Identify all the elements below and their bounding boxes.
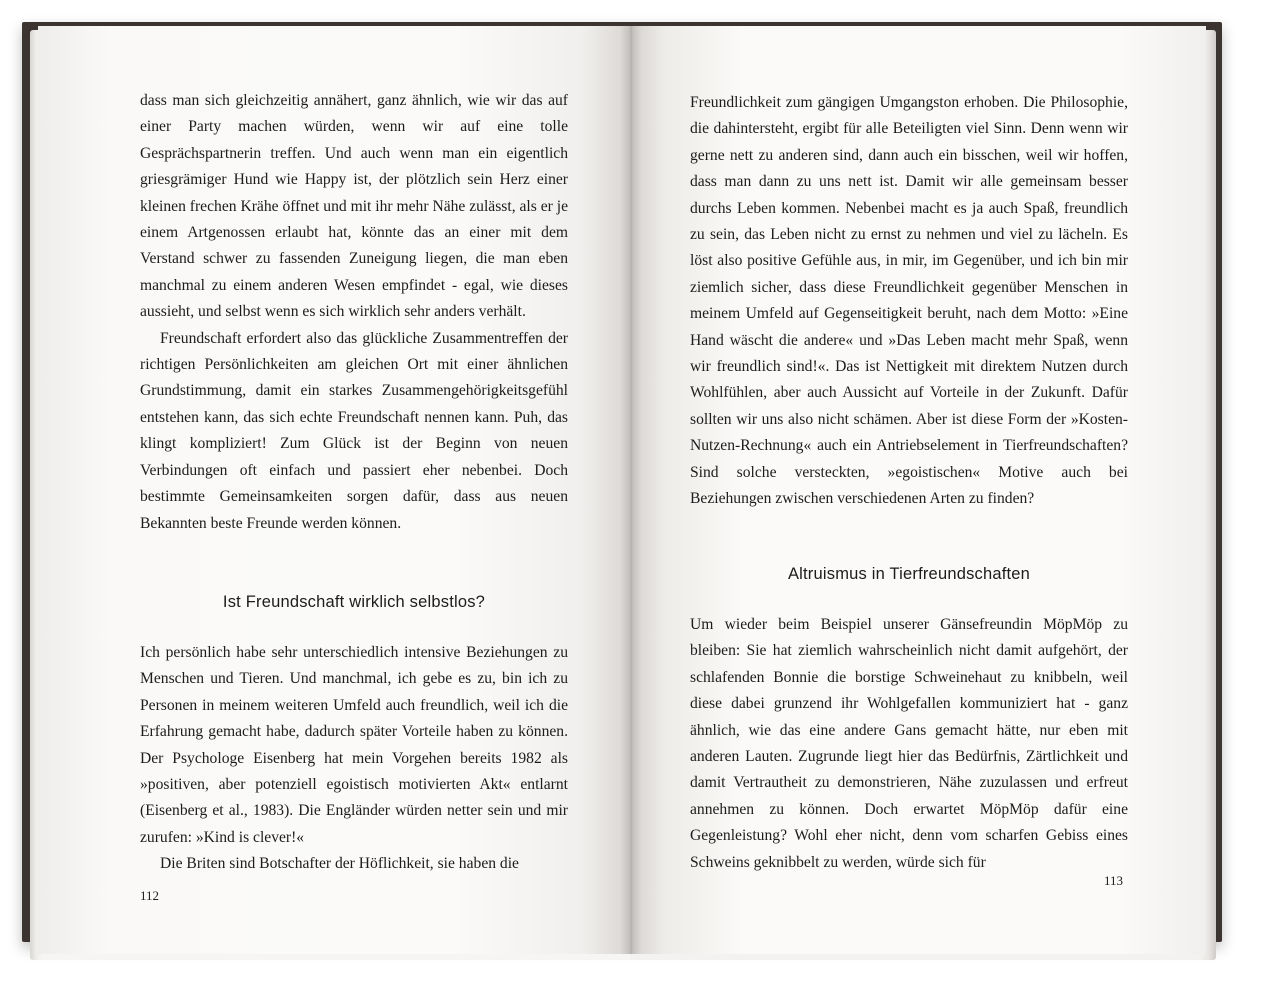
right-paragraph-1: Freundlichkeit zum gängigen Umgangston erhoben. Die Philosophie, die dahintersteht, ergibt für alle Beteiligten viel Sinn. Denn wenn wir gerne nett zu anderen sind, dann auch ein bisschen, weil wir hoffen, dass man dann zu uns nett ist. Damit wir alle gemeinsam besser durchs Leben kommen. Nebenbei macht es ja auch Spaß, freundlich zu sein, das Leben nicht zu ernst zu nehmen und viel zu lächeln. Es löst also positive Gefühle aus, in mir, im Gegenüber, und ich bin mir ziemlich sicher, dass diese Freundlichkeit gegenüber Menschen in meinem Umfeld auf Gegenseitigkeit beruht, nach dem Motto: »Eine Hand wäscht die andere« und »Das Leben macht mehr Spaß, wenn wir freundlich sind!«. Das ist Nettigkeit mit direktem Nutzen durch Wohlfühlen, aber auch Aussicht auf Vorteile in der Zukunft. Dafür sollten wir uns also nicht schämen. Aber ist diese Form der »Kosten-Nutzen-Rechnung« auch ein Antriebselement in Tierfreundschaften? Sind solche versteckten, »egoistischen« Motive auch bei Beziehungen zwischen verschiedenen Arten zu finden?: [690, 94, 1128, 508]
left-section-heading: Ist Freundschaft wirklich selbstlos?: [222, 593, 486, 611]
left-page-body-top: [140, 88, 568, 537]
left-paragraph-4: Die Briten sind Botschafter der Höflichkeit, sie haben die: [160, 855, 519, 873]
book-gutter: [620, 26, 642, 954]
right-page-body-bottom: [690, 612, 1128, 876]
left-page-body-bottom: [140, 640, 568, 878]
left-paragraph-2: Freundschaft erfordert also das glückliche Zusammentreffen der richtigen Persönlichkeiten am gleichen Ort mit einer ähnlichen Grundstimmung, damit ein starkes Zusammengehörigkeitsgefühl entstehen kann, das sich echte Freundschaft nennen kann. Puh, das klingt kompliziert! Zum Glück ist der Beginn von neuen Verbindungen oft einfach und passiert eher nebenbei. Doch bestimmte Gemeinsamkeiten sorgen dafür, dass aus neuen Bekannten beste Freunde werden können.: [140, 329, 568, 532]
right-page-body-top: [690, 90, 1128, 513]
left-paragraph-3: Ich persönlich habe sehr unterschiedlich intensive Beziehungen zu Menschen und Tieren. Und manchmal, ich gebe es zu, bin ich zu Personen in meinem weiteren Umfeld auch freundlich, weil ich die Erfahrung gemacht habe, dadurch später Vorteile haben zu können. Der Psychologe Eisenberg hat mein Vorgehen bereits 1982 als »positiven, aber potenziell egoistisch motivierten Akt« entlarnt (Eisenberg et al., 1983). Die Engländer würden netter sein und mir zurufen: »Kind is clever!«: [140, 644, 568, 846]
right-page-number: 113: [1104, 873, 1124, 888]
right-section-heading: Altruismus in Tierfreundschaften: [787, 565, 1031, 583]
left-paragraph-1: dass man sich gleichzeitig annähert, ganz ähnlich, wie wir das auf einer Party machen würden, wenn wir auf eine tolle Gesprächspartnerin treffen. Und auch wenn man ein eigentlich griesgrämiger Hund wie Happy ist, der plötzlich sein Herz einer kleinen frechen Krähe öffnet und mit ihr mehr Nähe zulässt, als er je einem Artgenossen erlaubt hat, könnte das an einer mit dem Verstand schwer zu fassenden Zuneigung liegen, die man eben manchmal zu einem anderen Wesen empfindet - egal, wie dieses aussieht, und selbst wenn es sich wirklich sehr anders verhält.: [140, 92, 568, 321]
left-page-number: 112: [140, 888, 160, 903]
right-paragraph-2: Um wieder beim Beispiel unserer Gänsefreundin MöpMöp zu bleiben: Sie hat ziemlich wahrscheinlich nicht damit aufgehört, der schlafenden Bonnie die borstige Schweinehaut zu knibbeln, weil diese dabei grunzend ihr Wohlgefallen kommuniziert hat - ganz ähnlich, wie das eine andere Gans gemacht hätte, nur eben mit anderen Lauten. Zugrunde liegt hier das Bedürfnis, Zärtlichkeit und damit Vertrautheit zu demonstrieren, Nähe zuzulassen und erfreut annehmen zu können. Doch erwartet MöpMöp dafür eine Gegenleistung? Wohl eher nicht, denn vom scharfen Gebiss eines Schweins geknibbelt zu werden, würde sich für: [690, 616, 1128, 871]
